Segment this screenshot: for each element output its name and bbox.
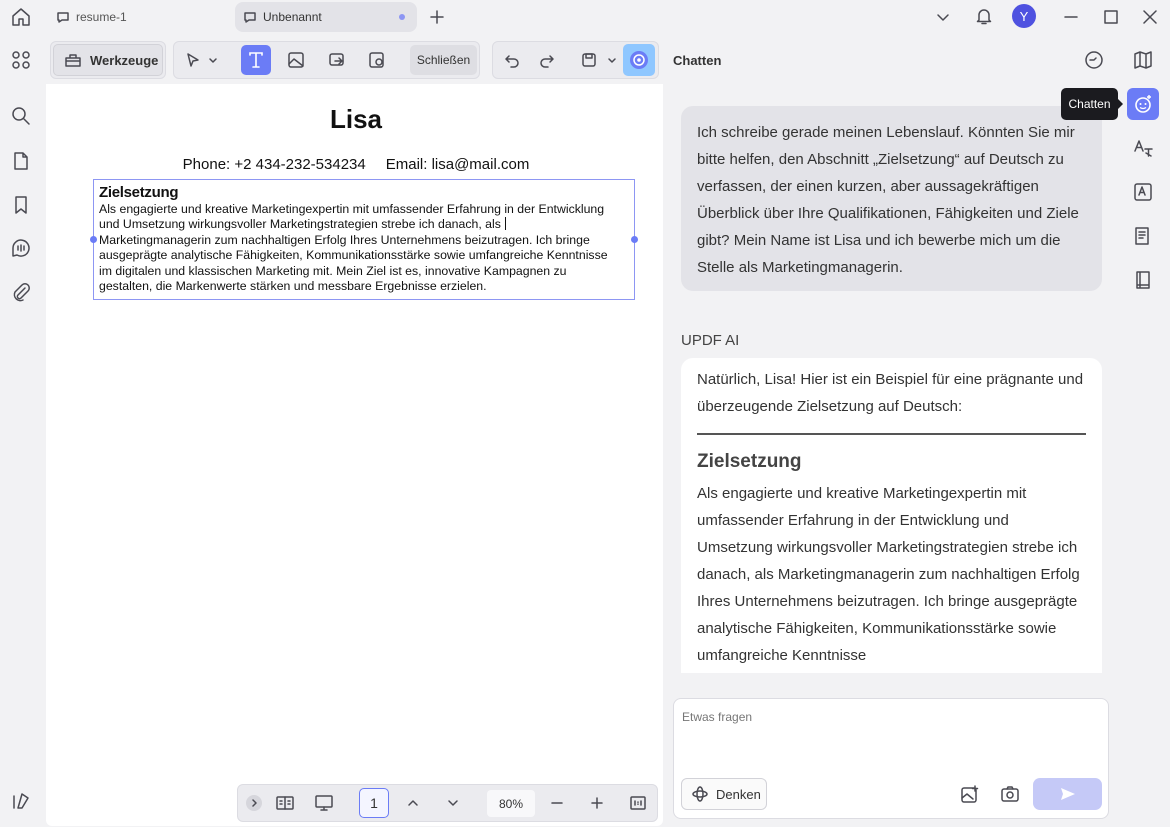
previous-page-icon[interactable] xyxy=(405,795,421,811)
zoom-in-icon[interactable] xyxy=(589,795,605,811)
user-message: Ich schreibe gerade meinen Lebenslauf. Könnten Sie mir bitte helfen, den Abschnitt „Zielsetzung“ auf Deutsch zu verfassen, der einen kurzen, aber aussagekräftigen Überblick über Ihre Qualifikationen, Fähigkeiten und Ziele gibt? Mein Name ist Lisa und ich bewerbe mich um die Stelle als Marketingmanagerin. xyxy=(681,106,1102,291)
chat-bot-icon xyxy=(1132,93,1154,115)
knowledge-book-icon[interactable] xyxy=(1132,269,1154,291)
send-icon xyxy=(1059,785,1077,803)
document-email: Email: lisa@mail.com xyxy=(385,156,530,173)
ai-intro: Natürlich, Lisa! Hier ist ein Beispiel für eine prägnante und überzeugende Zielsetzung auf Deutsch: xyxy=(697,371,1084,415)
layers-icon[interactable] xyxy=(10,790,32,812)
section-line: Als engagierte und kreative Marketingexpertin mit umfassender Erfahrung in der Entwicklung xyxy=(99,202,605,216)
text-edit-box[interactable] xyxy=(93,179,635,300)
section-line: Marketingmanagerin zum nachhaltigen Erfolg Ihres Unternehmens beizutragen. Ich bringe xyxy=(99,232,590,247)
document-contact xyxy=(46,156,666,173)
left-sidebar xyxy=(0,36,44,827)
section-line: im digitalen und klassischen Marketing mit. Mein Ziel ist es, innovative Kampagnen zu xyxy=(99,263,567,278)
send-button[interactable] xyxy=(1033,778,1102,810)
section-line: gestalten, die Markenwerte stärken und messbare Ergebnisse erzielen. xyxy=(99,279,487,294)
document-toolbar xyxy=(46,36,663,84)
page-number-input[interactable]: 1 xyxy=(359,788,389,818)
image-upload-icon[interactable] xyxy=(960,784,980,804)
tab-label: resume-1 xyxy=(76,10,127,24)
werkzeuge-button[interactable] xyxy=(53,44,163,76)
chat-input-area[interactable] xyxy=(673,698,1109,819)
title-bar xyxy=(0,0,1170,34)
resize-handle-right[interactable] xyxy=(631,236,638,243)
comments-icon[interactable] xyxy=(10,237,32,259)
tab-unbenannt[interactable] xyxy=(235,2,417,32)
pages-icon[interactable] xyxy=(10,150,32,172)
stamp-tool-icon[interactable] xyxy=(362,45,392,75)
next-page-icon[interactable] xyxy=(445,795,461,811)
explain-icon[interactable] xyxy=(1132,181,1154,203)
actual-size-icon[interactable] xyxy=(629,794,647,812)
section-line: ausgeprägte analytische Fähigkeiten, Kommunikationsstärke sowie umfangreiche Kenntnisse xyxy=(99,248,608,263)
minimize-icon[interactable] xyxy=(1062,8,1080,26)
bookmark-icon[interactable] xyxy=(10,194,32,216)
updf-ai-button[interactable] xyxy=(623,44,655,76)
save-dropdown-chevron-icon[interactable] xyxy=(602,45,622,75)
reading-mode-icon[interactable] xyxy=(275,793,295,813)
ai-body: Als engagierte und kreative Marketingexpertin mit umfassender Erfahrung in der Entwicklung und Umsetzung wirkungsvoller Marketingstrategien strebe ich danach, als Marketingmanagerin zum nachhaltigen Erfolg Ihres Unternehmens beizutragen. Ich bringe ausgeprägte analytische Fähigkeiten, Kommunikationsstärke sowie umfangreiche Kenntnisse xyxy=(697,485,1080,664)
section-body[interactable] xyxy=(99,202,629,294)
tab-label: Unbenannt xyxy=(263,10,322,24)
chatten-tooltip: Chatten xyxy=(1061,88,1118,120)
comment-icon xyxy=(243,10,257,24)
collapse-chevron-icon[interactable] xyxy=(246,795,262,811)
document-phone: Phone: +2 434-232-534234 xyxy=(182,156,366,173)
undo-icon[interactable] xyxy=(497,45,527,75)
section-heading: Zielsetzung xyxy=(99,184,179,201)
section-line-text: und Umsetzung wirkungsvoller Marketingstrategien strebe ich danach, als xyxy=(99,217,501,232)
screenshot-icon[interactable] xyxy=(1000,784,1020,804)
unsaved-dot-icon xyxy=(399,14,405,20)
ai-message xyxy=(681,358,1102,673)
ai-label: UPDF AI xyxy=(681,332,740,349)
tools-group xyxy=(50,41,166,79)
ai-divider xyxy=(697,433,1086,435)
translate-icon[interactable] xyxy=(1132,137,1154,159)
document-pane xyxy=(46,36,663,826)
tab-resume-1[interactable] xyxy=(48,2,233,32)
ai-heading: Zielsetzung xyxy=(697,451,802,472)
search-icon[interactable] xyxy=(10,105,32,127)
zoom-level[interactable]: 80% xyxy=(487,790,535,817)
image-tool-icon[interactable] xyxy=(281,45,311,75)
home-icon[interactable] xyxy=(10,6,32,28)
attachment-icon[interactable] xyxy=(10,281,32,303)
resize-handle-left[interactable] xyxy=(90,236,97,243)
redo-icon[interactable] xyxy=(532,45,562,75)
ai-logo-icon xyxy=(628,49,650,71)
page-navigation-bar xyxy=(237,784,658,822)
thumbnails-icon[interactable] xyxy=(10,49,32,71)
text-edit-tool[interactable] xyxy=(241,45,271,75)
bell-icon[interactable] xyxy=(974,6,994,26)
chat-pane xyxy=(666,36,1118,826)
atom-icon xyxy=(692,786,708,802)
chat-input-placeholder[interactable]: Etwas fragen xyxy=(682,710,753,724)
toolbox-icon xyxy=(64,51,82,69)
zoom-out-icon[interactable] xyxy=(549,795,565,811)
link-tool-icon[interactable] xyxy=(322,45,352,75)
presentation-icon[interactable] xyxy=(314,793,334,813)
denken-button[interactable] xyxy=(681,778,767,810)
maximize-icon[interactable] xyxy=(1102,8,1120,26)
chevron-down-icon[interactable] xyxy=(934,8,952,26)
chat-title: Chatten xyxy=(673,53,722,68)
avatar[interactable]: Y xyxy=(1012,4,1036,28)
save-icon[interactable] xyxy=(574,45,604,75)
chat-ai-button[interactable] xyxy=(1127,88,1159,120)
schliessen-button[interactable]: Schließen xyxy=(410,45,477,75)
map-reader-icon[interactable] xyxy=(1132,49,1154,71)
history-icon[interactable] xyxy=(1083,49,1105,71)
section-line xyxy=(99,217,629,232)
summarize-icon[interactable] xyxy=(1132,225,1154,247)
denken-label: Denken xyxy=(716,786,761,802)
werkzeuge-label: Werkzeuge xyxy=(90,52,159,68)
close-icon[interactable] xyxy=(1141,8,1159,26)
document-name: Lisa xyxy=(329,104,383,134)
select-dropdown-chevron-icon[interactable] xyxy=(203,45,223,75)
new-tab-plus-icon[interactable] xyxy=(428,8,446,26)
comment-icon xyxy=(56,10,70,24)
text-cursor xyxy=(505,217,506,230)
text-tool-icon xyxy=(246,50,266,70)
right-sidebar xyxy=(1118,36,1170,827)
